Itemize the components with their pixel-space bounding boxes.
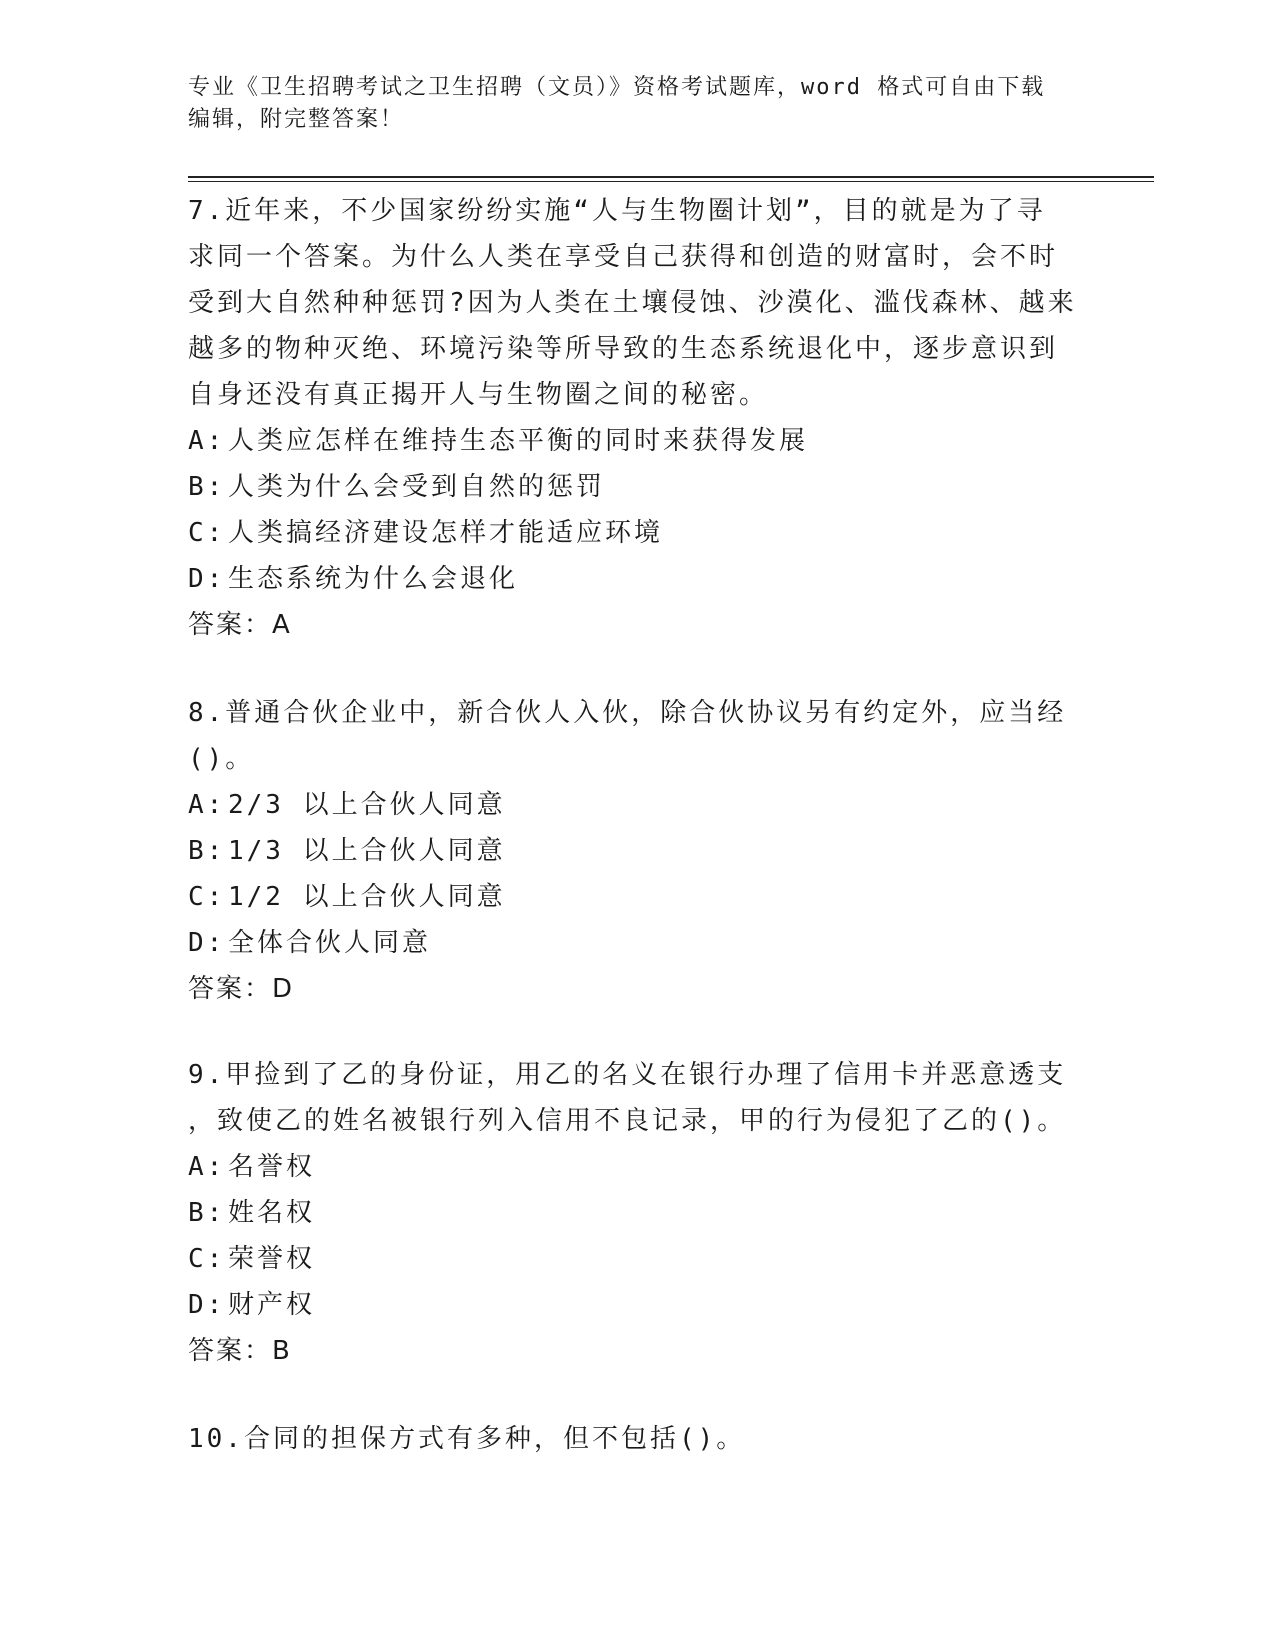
answer-label: 答案：A xyxy=(188,610,292,640)
option-text: 人类为什么会受到自然的惩罚 xyxy=(228,472,606,502)
question-text xyxy=(188,1052,1088,1144)
option-text: 1/3 以上合伙人同意 xyxy=(228,836,506,866)
header-line-2: 编辑，附完整答案！ xyxy=(188,107,405,132)
question-text xyxy=(188,1416,1088,1462)
header-line-1: 专业《卫生招聘考试之卫生招聘（文员）》资格考试题库，word 格式可自由下载 xyxy=(188,75,1046,100)
question-text xyxy=(188,188,1088,418)
question-line: ，致使乙的姓名被银行列入信用不良记录，甲的行为侵犯了乙的()。 xyxy=(188,1106,1067,1136)
option-letter: B: xyxy=(188,472,226,502)
option-letter: A: xyxy=(188,790,226,820)
option-letter: C: xyxy=(188,1244,226,1274)
question-line: 9.甲捡到了乙的身份证，用乙的名义在银行办理了信用卡并恶意透支 xyxy=(188,1060,1067,1090)
question-line: 自身还没有真正揭开人与生物圈之间的秘密。 xyxy=(188,380,769,410)
option-text: 生态系统为什么会退化 xyxy=(228,564,519,594)
option-c xyxy=(188,874,1088,920)
question-line: 求同一个答案。为什么人类在享受自己获得和创造的财富时，会不时 xyxy=(188,242,1059,272)
question-line: 7.近年来，不少国家纷纷实施“人与生物圈计划”，目的就是为了寻 xyxy=(188,196,1046,226)
question-text xyxy=(188,690,1088,782)
question-10 xyxy=(188,1416,1088,1462)
option-b xyxy=(188,464,1088,510)
option-text: 人类搞经济建设怎样才能适应环境 xyxy=(228,518,664,548)
question-line: 受到大自然种种惩罚?因为人类在土壤侵蚀、沙漠化、滥伐森林、越来 xyxy=(188,288,1077,318)
option-text: 1/2 以上合伙人同意 xyxy=(228,882,506,912)
option-d xyxy=(188,556,1088,602)
option-a xyxy=(188,1144,1088,1190)
option-d xyxy=(188,1282,1088,1328)
document-header xyxy=(188,72,1088,136)
option-text: 荣誉权 xyxy=(228,1244,316,1274)
option-letter: B: xyxy=(188,836,226,866)
option-text: 人类应怎样在维持生态平衡的同时来获得发展 xyxy=(228,426,809,456)
option-letter: A: xyxy=(188,1152,226,1182)
option-text: 全体合伙人同意 xyxy=(228,928,432,958)
option-letter: B: xyxy=(188,1198,226,1228)
option-c xyxy=(188,1236,1088,1282)
option-c xyxy=(188,510,1088,556)
option-d xyxy=(188,920,1088,966)
option-letter: D: xyxy=(188,928,226,958)
answer-label: 答案：D xyxy=(188,974,295,1004)
answer-label: 答案：B xyxy=(188,1336,292,1366)
option-text: 2/3 以上合伙人同意 xyxy=(228,790,506,820)
option-a xyxy=(188,782,1088,828)
question-line: ()。 xyxy=(188,744,255,774)
option-letter: C: xyxy=(188,882,226,912)
header-divider-thick xyxy=(188,176,1154,178)
question-9 xyxy=(188,1052,1088,1374)
question-line: 8.普通合伙企业中，新合伙人入伙，除合伙协议另有约定外，应当经 xyxy=(188,698,1067,728)
question-line: 10.合同的担保方式有多种，但不包括()。 xyxy=(188,1424,746,1454)
option-text: 姓名权 xyxy=(228,1198,316,1228)
option-letter: D: xyxy=(188,1290,226,1320)
question-8 xyxy=(188,690,1088,1012)
option-letter: A: xyxy=(188,426,226,456)
option-letter: C: xyxy=(188,518,226,548)
question-7 xyxy=(188,188,1088,648)
option-text: 财产权 xyxy=(228,1290,316,1320)
question-line: 越多的物种灭绝、环境污染等所导致的生态系统退化中，逐步意识到 xyxy=(188,334,1059,364)
header-divider-thin xyxy=(188,181,1154,182)
option-letter: D: xyxy=(188,564,226,594)
option-a xyxy=(188,418,1088,464)
option-b xyxy=(188,1190,1088,1236)
option-text: 名誉权 xyxy=(228,1152,316,1182)
option-b xyxy=(188,828,1088,874)
